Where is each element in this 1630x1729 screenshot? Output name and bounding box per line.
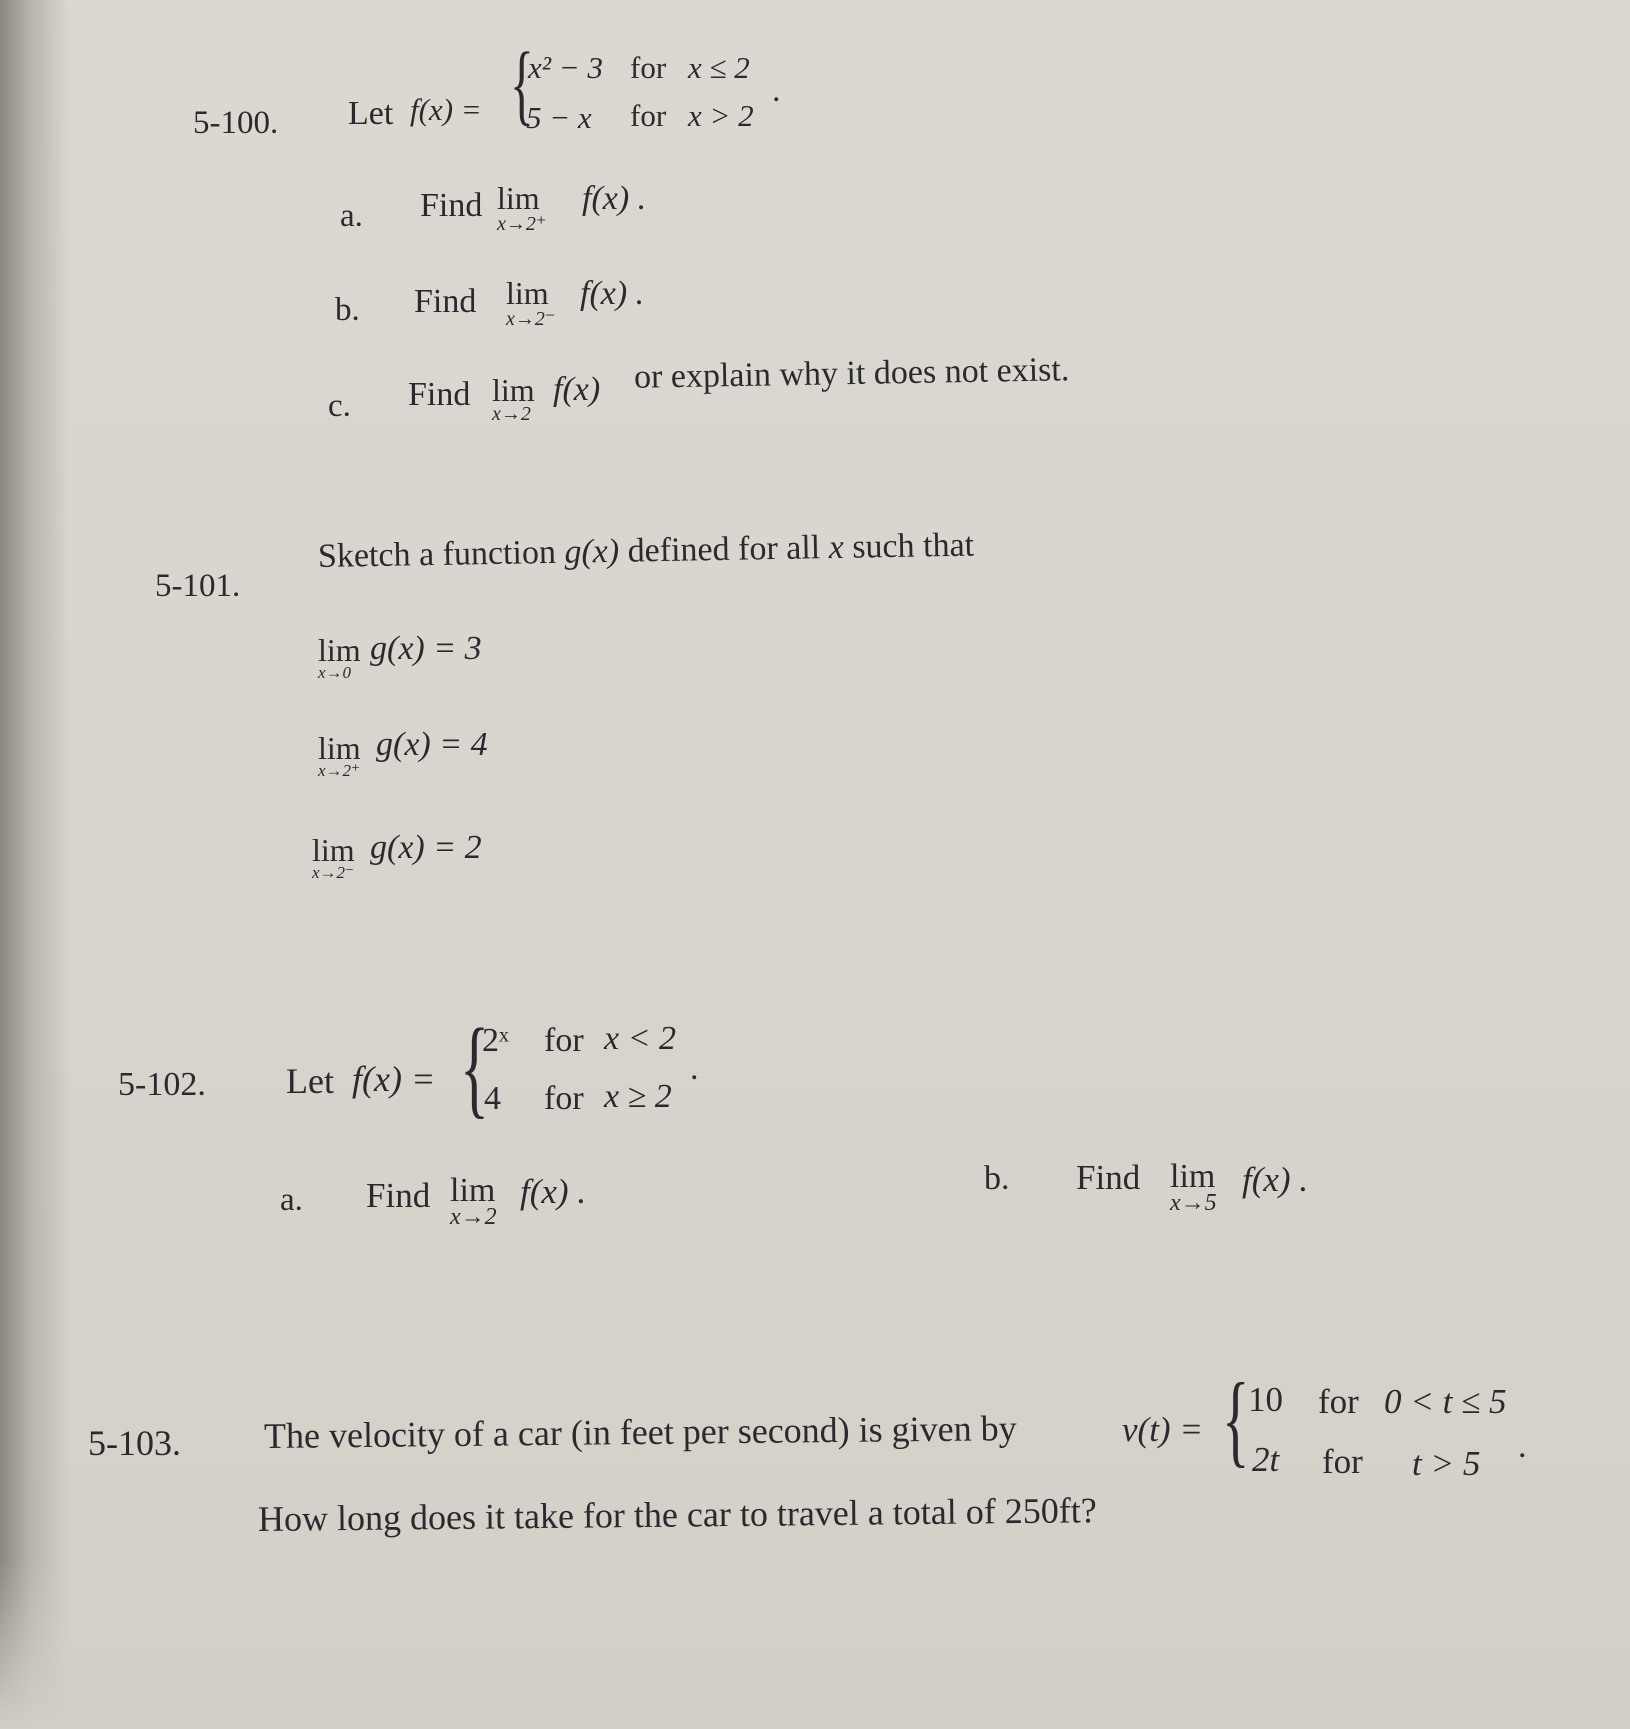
problem-number: 5-100.: [193, 105, 279, 141]
problem-number: 5-103.: [88, 1423, 181, 1463]
piece1-for: for: [1318, 1382, 1359, 1421]
lim-word: lim: [506, 275, 549, 311]
part-b-label: b.: [984, 1160, 1010, 1197]
find-word: Find: [366, 1176, 431, 1215]
statement-var: x: [828, 528, 845, 567]
statement-func: g(x): [564, 532, 620, 571]
lim-subscript: x→2: [492, 403, 531, 425]
lim-subscript: x→0: [318, 663, 352, 682]
piece2-for: for: [1322, 1442, 1363, 1481]
limit-expr: f(x) .: [1242, 1160, 1309, 1199]
let-word: Let: [286, 1061, 334, 1101]
part-a-label: a.: [340, 198, 363, 234]
limit-operator: [497, 180, 546, 236]
limit-operator: [1170, 1158, 1217, 1217]
limit-operator: [506, 275, 555, 331]
page-binding-shadow: [0, 0, 70, 1729]
function-label: f(x) =: [410, 92, 482, 127]
piece1-cond: x < 2: [604, 1020, 677, 1057]
part-b-label: b.: [335, 292, 360, 328]
piece1-expr: 2ˣ: [482, 1022, 509, 1059]
lim-word: lim: [497, 180, 540, 216]
find-word: Find: [420, 187, 483, 224]
statement-post: such that: [851, 526, 975, 566]
limit-expr: f(x) .: [580, 275, 645, 312]
lim-word: lim: [318, 632, 361, 668]
statement-mid: defined for all: [627, 529, 821, 570]
limit-expr: g(x) = 2: [370, 829, 482, 866]
piecewise-brace: {: [1222, 1362, 1250, 1477]
lim-subscript: x→5: [1170, 1190, 1217, 1216]
lim-subscript: x→2⁺: [497, 213, 547, 235]
limit-operator: [492, 372, 535, 426]
piece2-cond: x ≥ 2: [604, 1078, 672, 1115]
lim-subscript: x→2⁻: [312, 863, 355, 882]
page-bottom-shade: [0, 1560, 1630, 1729]
piece1-cond: 0 < t ≤ 5: [1384, 1382, 1507, 1421]
problem-number: 5-101.: [155, 568, 241, 604]
limit-expr: f(x) .: [520, 1172, 587, 1211]
lim-subscript: x→2: [450, 1204, 497, 1230]
part-c-label: c.: [328, 388, 351, 424]
piecewise-brace: {: [510, 35, 534, 134]
lim-subscript: x→2⁺: [318, 761, 361, 780]
piece1-cond: x ≤ 2: [688, 50, 750, 85]
find-word: Find: [414, 283, 477, 320]
let-word: Let: [348, 95, 394, 132]
limit-expr: g(x) = 4: [376, 726, 488, 763]
limit-operator: [312, 832, 355, 883]
limit-expr: f(x) .: [582, 180, 647, 217]
limit-operator: [450, 1172, 497, 1231]
piece2-cond: x > 2: [688, 98, 754, 133]
statement-pre: Sketch a function: [317, 533, 557, 575]
piece2-cond: t > 5: [1412, 1444, 1481, 1483]
period: .: [690, 1050, 699, 1087]
lim-word: lim: [318, 730, 361, 766]
part-a-label: a.: [280, 1182, 303, 1218]
find-word: Find: [408, 376, 471, 413]
lim-word: lim: [450, 1172, 496, 1209]
lim-word: lim: [492, 372, 535, 408]
piecewise-brace: {: [460, 1006, 490, 1128]
lim-subscript: x→2⁻: [506, 308, 556, 330]
limit-operator: [318, 730, 361, 781]
function-label: v(t) =: [1122, 1410, 1203, 1449]
piece1-for: for: [630, 50, 667, 85]
problem-number: 5-102.: [118, 1066, 206, 1103]
period: .: [1518, 1428, 1527, 1465]
limit-expr: g(x) = 3: [370, 630, 482, 667]
lim-word: lim: [1170, 1158, 1216, 1195]
piece2-expr: 5 − x: [526, 100, 592, 135]
piece1-for: for: [544, 1022, 584, 1059]
lim-word: lim: [312, 832, 355, 868]
piece1-expr: x² − 3: [528, 50, 603, 85]
find-word: Find: [1076, 1158, 1141, 1197]
velocity-statement: The velocity of a car (in feet per second) is given by: [263, 1408, 1017, 1456]
piece2-for: for: [544, 1080, 584, 1117]
piece2-for: for: [630, 98, 667, 133]
limit-operator: [318, 632, 361, 683]
piece2-expr: 2t: [1252, 1440, 1280, 1479]
problem-statement: [318, 527, 975, 576]
limit-expr: f(x): [553, 371, 601, 408]
period: .: [772, 72, 781, 109]
piece1-expr: 10: [1248, 1380, 1283, 1419]
question-text: How long does it take for the car to travel a total of 250ft?: [257, 1490, 1097, 1539]
explain-text: or explain why it does not exist.: [633, 351, 1070, 396]
piece2-expr: 4: [484, 1080, 501, 1117]
function-label: f(x) =: [352, 1059, 436, 1099]
